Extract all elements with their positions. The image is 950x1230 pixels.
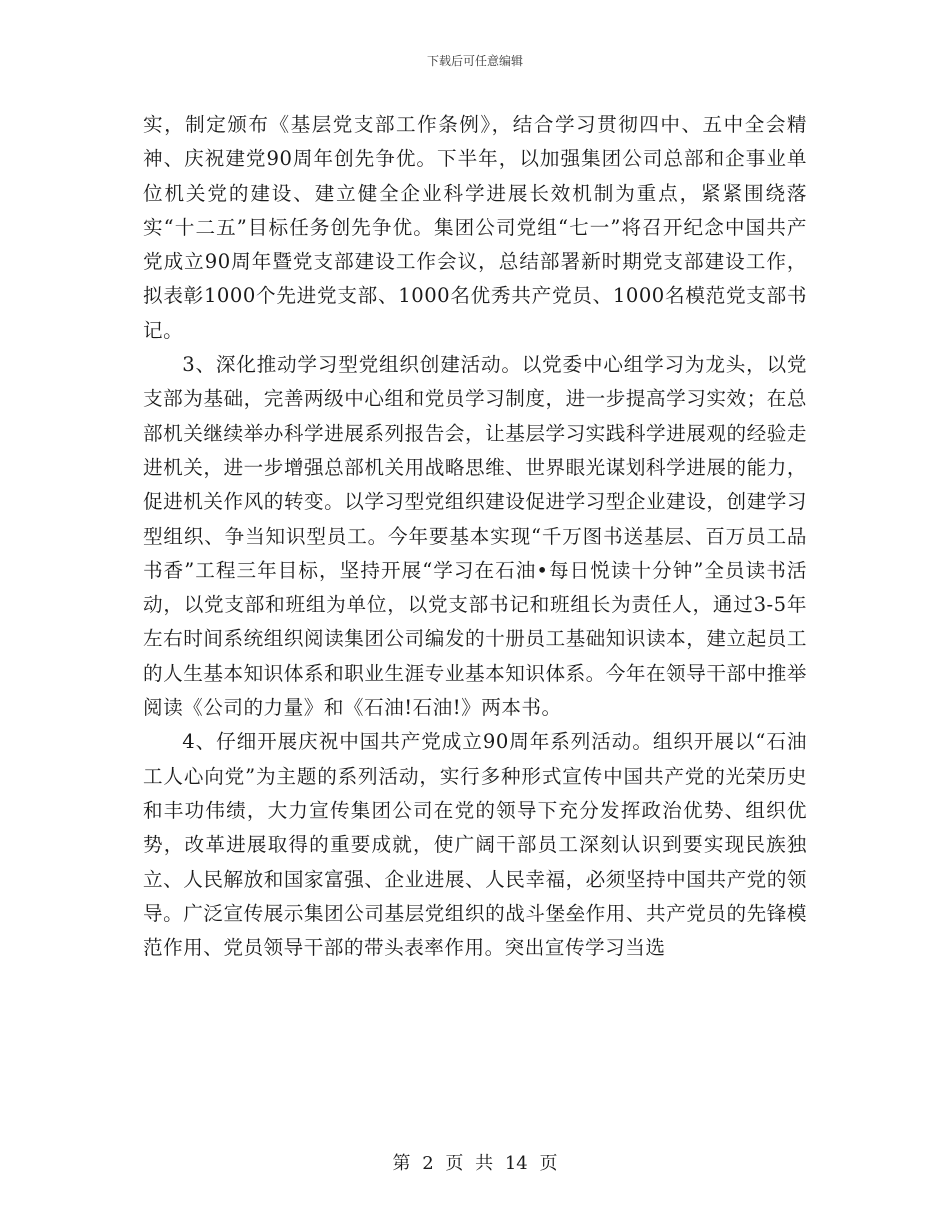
document-body	[143, 108, 807, 965]
paragraph-section-4: 4、仔细开展庆祝中国共产党成立90周年系列活动。组织开展以“石油工人心向党”为主题的系列活动，实行多种形式宣传中国共产党的光荣历史和丰功伟绩，大力宣传集团公司在党的领导下充分发挥政治优势、组织优势，改革进展取得的重要成就，使广阔干部员工深刻认识到要实现民族独立、人民解放和国家富强、企业进展、人民幸福，必须坚持中国共产党的领导。广泛宣传展示集团公司基层党组织的战斗堡垒作用、共产党员的先锋模范作用、党员领导干部的带头表率作用。突出宣传学习当选	[143, 730, 807, 960]
paragraph-continuation: 实，制定颁布《基层党支部工作条例》，结合学习贯彻四中、五中全会精神、庆祝建党90周年创先争优。下半年，以加强集团公司总部和企事业单位机关党的建设、建立健全企业科学进展长效机制为重点，紧紧围绕落实“十二五”目标任务创先争优。集团公司党组“七一”将召开纪念中国共产党成立90周年暨党支部建设工作会议，总结部署新时期党支部建设工作，拟表彰1000个先进党支部、1000名优秀共产党员、1000名模范党支部书记。	[143, 113, 807, 342]
page-header: 下载后可任意编辑	[426, 54, 523, 68]
page-number-footer: 第 2 页 共 14 页	[392, 1153, 558, 1174]
paragraph-section-3: 3、深化推动学习型党组织创建活动。以党委中心组学习为龙头，以党支部为基础，完善两级中心组和党员学习制度，进一步提高学习实效；在总部机关继续举办科学进展系列报告会，让基层学习实践科学进展观的经验走进机关，进一步增强总部机关用战略思维、世界眼光谋划科学进展的能力，促进机关作风的转变。以学习型党组织建设促进学习型企业建设，创建学习型组织、争当知识型员工。今年要基本实现“千万图书送基层、百万员工品书香”工程三年目标，坚持开展“学习在石油•每日悦读十分钟”全员读书活动，以党支部和班组为单位，以党支部书记和班组长为责任人，通过3-5年左右时间系统组织阅读集团公司编发的十册员工基础知识读本，建立起员工的人生基本知识体系和职业生涯专业基本知识体系。今年在领导干部中推举阅读《公司的力量》和《石油!石油!》两本书。	[143, 353, 807, 720]
